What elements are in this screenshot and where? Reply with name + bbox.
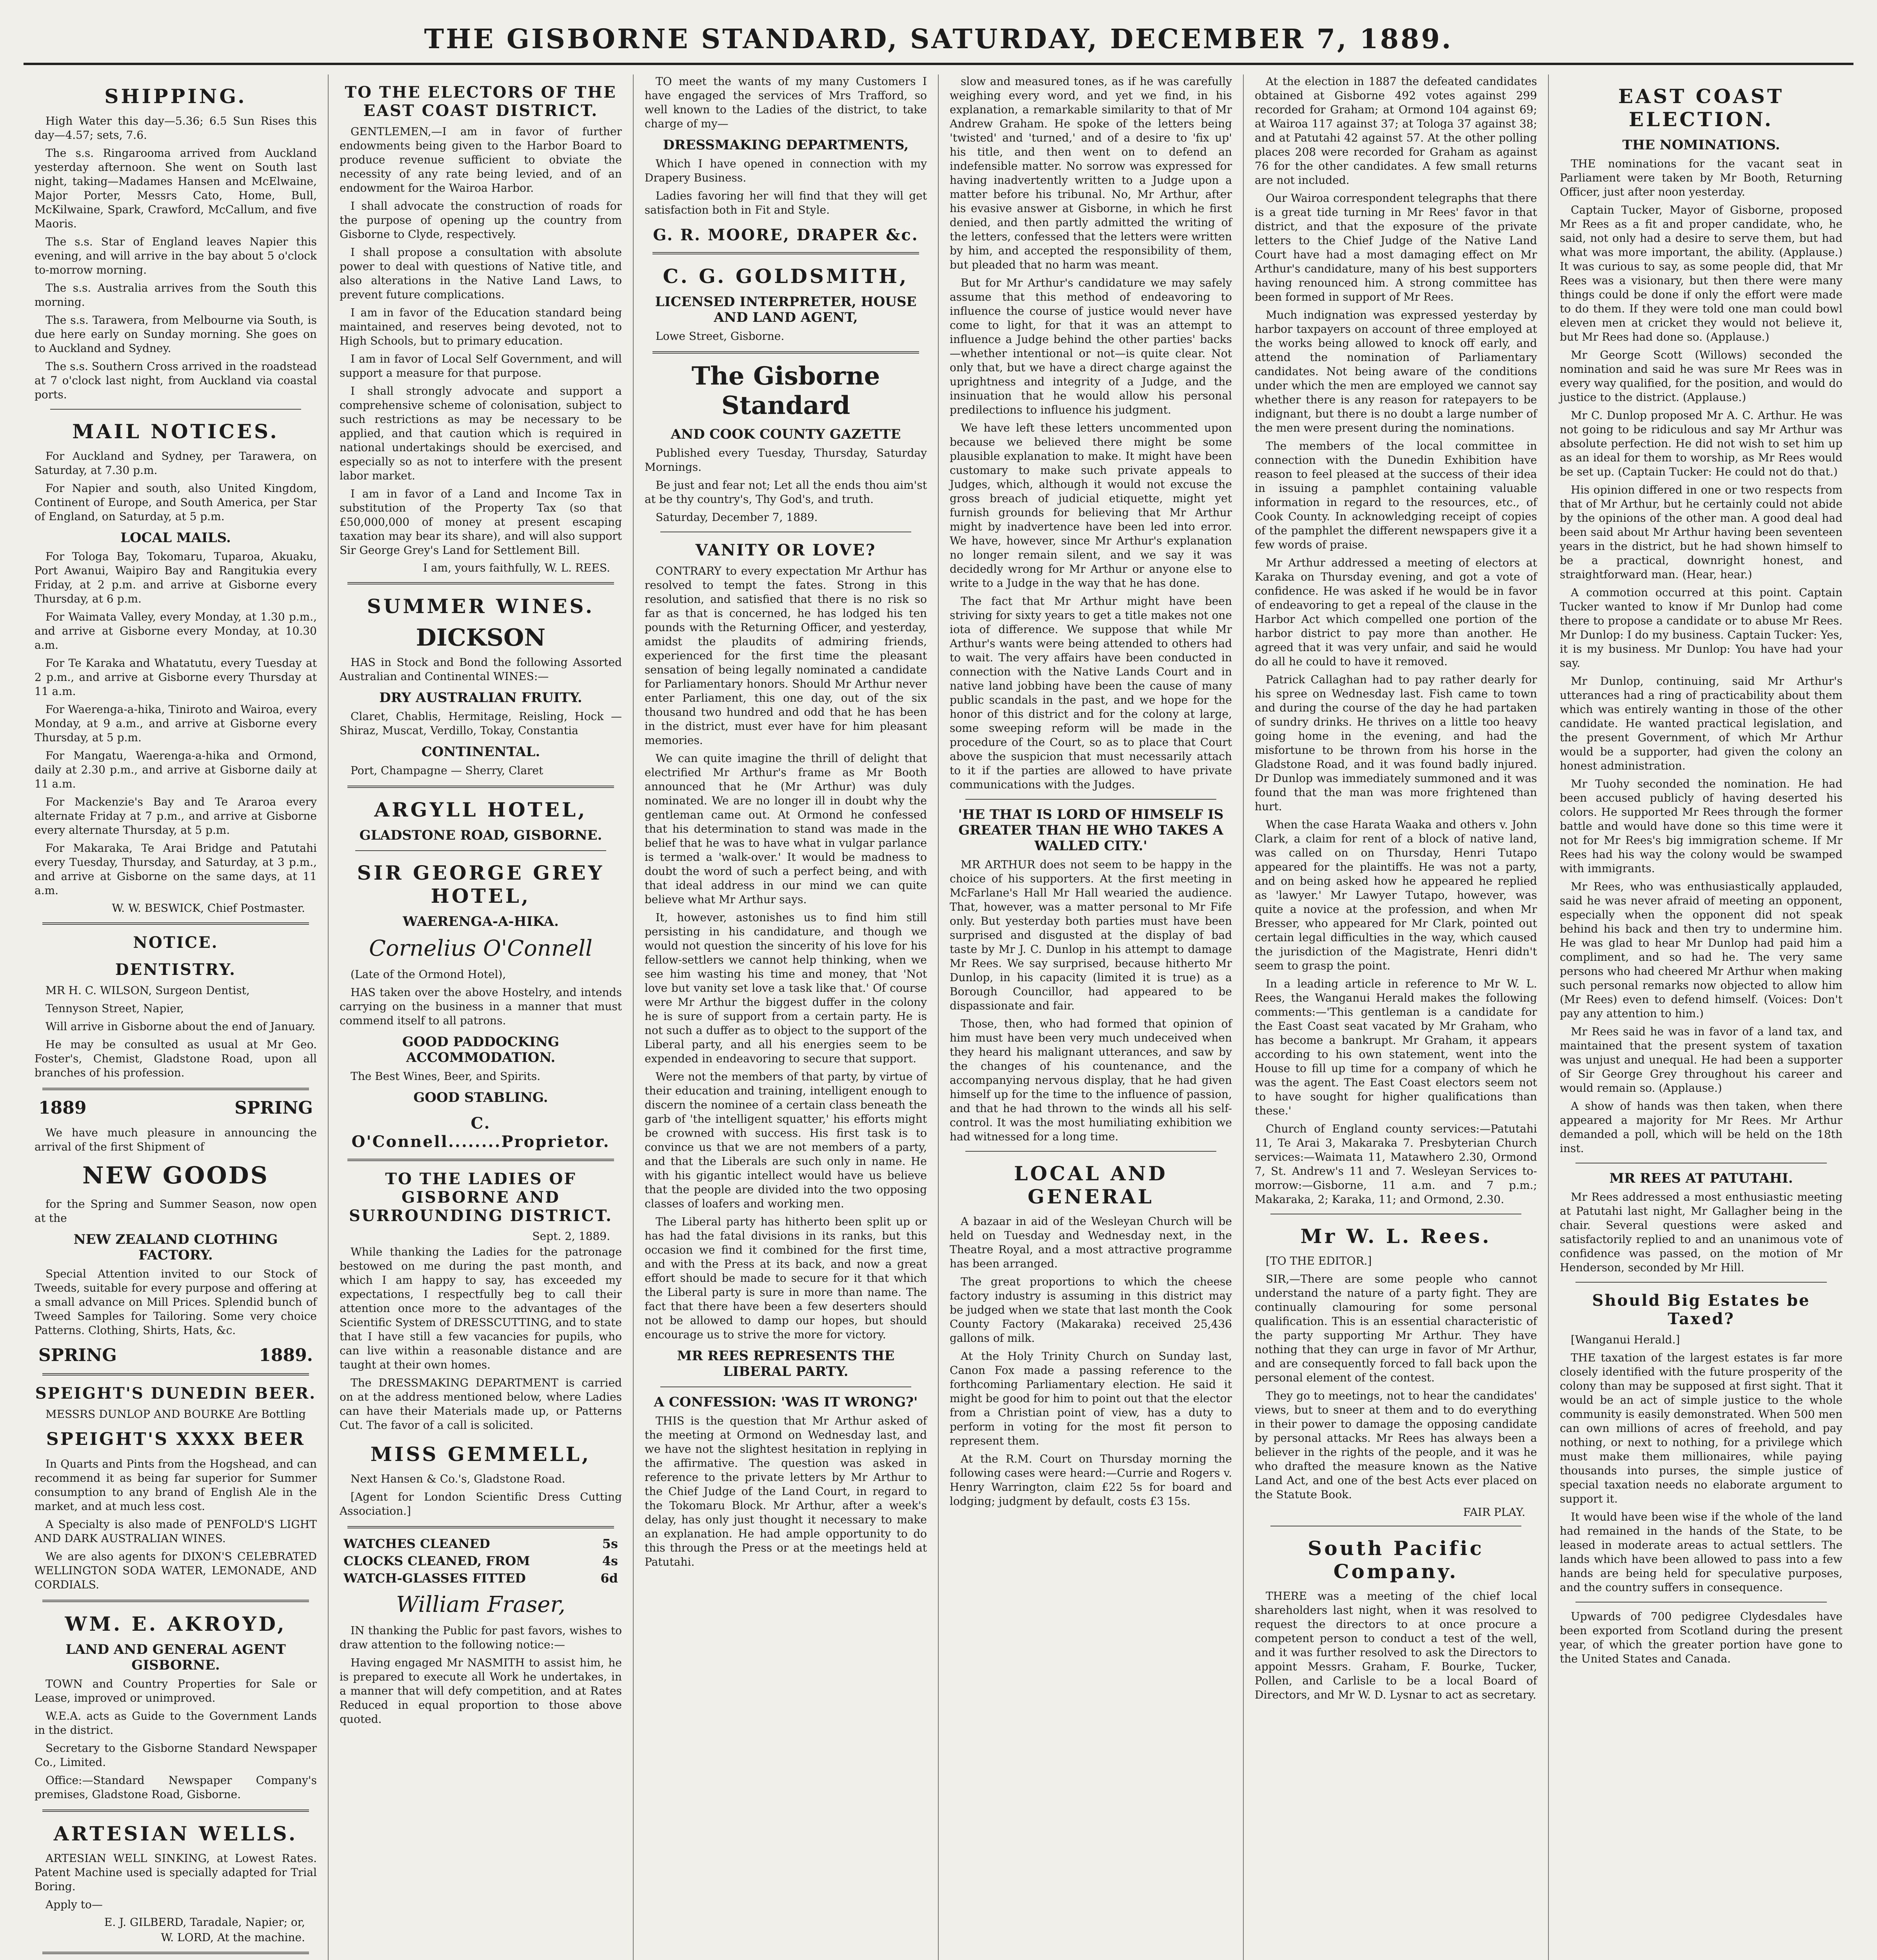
- shipping-para: The s.s. Ringarooma arrived from Auckland yesterday afternoon. She went on South last night, taking—Madames Hansen and McElwaine, Major Porter, Messrs Cato, Home, Bull, McKilwaine, Spark, Crawford, McCallum, and five Maoris.: [35, 147, 317, 230]
- local-para: At the Holy Trinity Church on Sunday last, Canon Fox made a passing reference to the forthcoming Parliamentary election. He said it might be good for him to point out that the elector from a Christian point of view, has a duty to perform in voting for the most fit person to represent them.: [950, 1350, 1232, 1447]
- fraser-para: IN thanking the Public for past favors, wishes to draw attention to the following notice:—: [340, 1624, 622, 1651]
- paper-nameplate: The Gisborne Standard: [691, 361, 880, 420]
- ladies-para: While thanking the Ladies for the patronage bestowed on me during the past month, and which I am happy to say, has exceeded my expectations, I respectfully beg to call their attention once more to the advantages of the Scientific System of DRESSCUTTING, and to state that I have still a few vacancies for pupils, who can live within a reasonable distance and are taught at their own homes.: [340, 1245, 622, 1371]
- argyll-sub: GLADSTONE ROAD, GISBORNE.: [359, 828, 602, 843]
- nominations-heading: THE NOMINATIONS.: [1622, 137, 1780, 153]
- divider: [347, 1526, 614, 1528]
- divider: [50, 409, 301, 410]
- akroyd-para: Secretary to the Gisborne Standard Newspaper Co., Limited.: [35, 1742, 317, 1769]
- electors-para: GENTLEMEN,—I am in favor of further endowments being given to the Harbor Board to produce revenue sufficient to obviate the necessity of any rate being levied, and of an endowment for the Wairoa Harbor.: [340, 125, 622, 194]
- trafford-para: Which I have opened in connection with my Drapery Business.: [645, 157, 927, 184]
- akroyd-para: TOWN and Country Properties for Sale or Lease, improved or unimproved.: [35, 1677, 317, 1704]
- price-value: 5s: [602, 1536, 618, 1551]
- pacific-heading: South Pacific Company.: [1308, 1537, 1484, 1583]
- election-para: Mr Rees, who was enthusiastically applauded, said he was never afraid of meeting an opponent, especially when the opponent did not speak behind his back and then try to undermine him. He was glad to hear Mr Dunlop had paid him a compliment, and so had he. The very same persons who had cheered Mr Arthur when making such personal remarks now objected to allow him (Mr Rees) even to defend himself. (Voices: Don't pay any attention to him.): [1560, 880, 1842, 1020]
- estates-para: Upwards of 700 pedigree Clydesdales have been exported from Scotland during the present year, of which the greater portion have gone to the United States and Canada.: [1560, 1610, 1842, 1665]
- dickson-fruity-heading: DRY AUSTRALIAN FRUITY.: [379, 690, 582, 706]
- electors-para: I am in favor of a Land and Income Tax in substitution of the Property Tax (so that £50,000,000 of money at present escaping taxation may bear its share), and will also support Sir George Grey's Land for Settlement Bill.: [340, 487, 622, 557]
- spring-para: We have much pleasure in announcing the arrival of the first Shipment of: [35, 1126, 317, 1153]
- gemmell-sub: Next Hansen & Co.'s, Gladstone Road.: [351, 1472, 565, 1485]
- dickson-para: HAS in Stock and Bond the following Assorted Australian and Continental WINES:—: [340, 656, 622, 683]
- price-value: 6d: [600, 1571, 618, 1586]
- dentist-para: Will arrive in Gisborne about the end of January.: [45, 1020, 316, 1033]
- local-para: At the R.M. Court on Thursday morning the following cases were heard:—Currie and Rogers v. Henry Warrington, claim £22 5s for board and lodging; judgment by default, costs £3 15s.: [950, 1452, 1232, 1508]
- local-para: When the case Harata Waaka and others v. John Clark, a claim for rent of a block of native land, was called on on Thursday, Henri Tutapo appeared for the plaintiffs. He was not a party, and on being asked how he appeared he replied as 'lawyer.' Mr Lawyer Tutapo, however, was quite a novice at the profession, and when Mr Bresser, who appeared for Mr Clark, pointed out certain legal difficulties in the way, which caused the jurisdiction of the Magistrate, Henri didn't seem to grasp the point.: [1255, 818, 1537, 972]
- article-para: The fact that Mr Arthur might have been striving for sixty years to get a title makes not one iota of difference. We suppose that while Mr Arthur's wants were being attended to others had to wait. The very affairs have been conducted in connection with the Native Lands Court and in native land jobbing have been the cause of many public scandals in the past, and we hope for the honor of this district and for the colony at large, some sweeping reform will be made in the procedure of the Court, so as to place that Court above the suspicion that must necessarily attach to it if the parties are allowed to have private communications with the Judges.: [950, 595, 1232, 791]
- paper-published: Published every Tuesday, Thursday, Saturday Mornings.: [645, 446, 927, 474]
- election-para: Mr C. Dunlop proposed Mr A. C. Arthur. He was not going to be ridiculous and say Mr Arthur was absolute perfection. He did not wish to set him up as an ideal for them to worship, as Mr Rees would be set up. (Captain Tucker: He could not do that.): [1560, 409, 1842, 478]
- column-4: [939, 74, 1244, 1960]
- ladies-heading: TO THE LADIES OF GISBORNE AND SURROUNDING DISTRICT.: [349, 1170, 612, 1225]
- shipping-para: The s.s. Star of England leaves Napier this evening, and will arrive in the bay about 5 o'clock to-morrow morning.: [35, 235, 317, 276]
- election-para: Mr Dunlop, continuing, said Mr Arthur's utterances had a ring of practicability about them which was entirely wanting in those of the other candidate. He wanted practical legislation, and the present Government, of which Mr Arthur would be a supporter, had given the colony an honest administration.: [1560, 675, 1842, 772]
- dickson-wine-list: Port, Champagne — Sherry, Claret: [351, 764, 543, 777]
- clothing-factory-heading: NEW ZEALAND CLOTHING FACTORY.: [73, 1232, 278, 1263]
- mail-local-heading: LOCAL MAILS.: [120, 530, 231, 546]
- divider: [42, 922, 309, 925]
- price-row: [343, 1571, 618, 1586]
- lord-heading: 'HE THAT IS LORD OF HIMSELF IS GREATER THAN HE WHO TAKES A WALLED CITY.': [958, 807, 1224, 854]
- dentist-para: He may be consulted as usual at Mr Geo. Foster's, Chemist, Gladstone Road, upon all branches of his profession.: [35, 1038, 317, 1079]
- argyll-heading: ARGYLL HOTEL,: [374, 798, 587, 821]
- paper-date: Saturday, December 7, 1889.: [656, 511, 818, 524]
- goldsmith-sub: LICENSED INTERPRETER, HOUSE AND LAND AGENT,: [655, 294, 917, 325]
- oconnell-para: HAS taken over the above Hostelry, and intends carrying on the business in a manner that must commend itself to all patrons.: [340, 986, 622, 1027]
- masthead: [24, 16, 1853, 65]
- estates-source: [Wanganui Herald.]: [1571, 1333, 1680, 1346]
- shipping-heading: SHIPPING.: [104, 85, 247, 108]
- goldsmith-address: Lowe Street, Gisborne.: [656, 330, 785, 343]
- rees-letter-signature: FAIR PLAY.: [1463, 1506, 1525, 1519]
- trafford-heading: DRESSMAKING DEPARTMENTS,: [663, 137, 909, 153]
- dickson-continental-heading: CONTINENTAL.: [421, 744, 540, 760]
- dentistry-heading: DENTISTRY.: [115, 960, 236, 979]
- price-row: [343, 1536, 618, 1551]
- mail-para: For Waimata Valley, every Monday, at 1.30 p.m., and arrive at Gisborne every Monday, at 10.30 a.m.: [35, 610, 317, 652]
- mail-para: For Makaraka, Te Arai Bridge and Patutahi every Tuesday, Thursday, and Saturday, at 3 p.m., and arrive at Gisborne on the same days, at 11 a.m.: [35, 842, 317, 897]
- trafford-para: TO meet the wants of my many Customers I have engaged the services of Mrs Trafford, so well known to the Ladies of the district, to take charge of my—: [645, 75, 927, 130]
- column-6: [1549, 74, 1853, 1960]
- column-3: [634, 74, 939, 1960]
- shipping-para: The s.s. Tarawera, from Melbourne via South, is due here early on Sunday morning. She goes on to Auckland and Sydney.: [35, 314, 317, 355]
- divider: [42, 1373, 309, 1376]
- divider: [347, 786, 614, 788]
- spring-banner-bottom: [38, 1345, 313, 1365]
- shipping-para: The s.s. Southern Cross arrived in the roadstead at 7 o'clock last night, from Auckland via coastal ports.: [35, 360, 317, 401]
- electors-para: I am in favor of Local Self Government, and will support a measure for that purpose.: [340, 352, 622, 379]
- estates-para: THE taxation of the largest estates is far more closely identified with the future prosperity of the colony than may be supposed at first sight. That it would be an act of simple justice to the whole community is easily demonstrated. When 500 men can own millions of acres of freehold, and pay nothing, or next to nothing, for a privilege which must make them millionaires, while paying thousands into purses, the simple justice of special taxation needs no elaborate argument to support it.: [1560, 1351, 1842, 1505]
- confession-para: THIS is the question that Mr Arthur asked of the meeting at Ormond on Wednesday last, and we have not the slightest hesitation in replying in the affirmative. The question was asked in reference to the private letters by Mr Arthur to the Chief Judge of the Land Court, in regard to the Tokomaru Block. Mr Arthur, after a week's delay, has only just thought it necessary to make an explanation. He had ample opportunity to do this through the Press or at the meetings held at Patutahi.: [645, 1414, 927, 1568]
- ladies-date: Sept. 2, 1889.: [532, 1230, 610, 1243]
- vanity-para: Were not the members of that party, by virtue of their education and training, intelligent enough to discern the nominee of a certain class beneath the garb of 'the intelligent squatter,' his efforts might be crowned with success. His first task is to convince us that we are not members of a party, and that the Liberals are such only in name. He with his gigantic intellect would have us believe that the people are divided into the two opposing classes of loafers and working men.: [645, 1070, 927, 1210]
- vanity-heading: VANITY OR LOVE?: [695, 541, 876, 559]
- election-para: A show of hands was then taken, when there appeared a majority for Mr Rees. Mr Arthur demanded a poll, which will be held on the 18th inst.: [1560, 1100, 1842, 1155]
- artesian-para: Apply to—: [45, 1898, 103, 1911]
- ladies-para: The DRESSMAKING DEPARTMENT is carried on at the address mentioned below, where Ladies can have their Materials made up, or Patterns Cut. The favor of a call is solicited.: [340, 1376, 622, 1432]
- divider: [347, 1159, 614, 1161]
- church-services: Church of England county services:—Patutahi 11, Te Arai 3, Makaraka 7. Presbyterian Church services:—Waimata 11, Matawhero 2.30, Ormond 7, St. Andrew's 11 and 7. Wesleyan Services to-morrow:—Gisborne, 11 a.m. and 7 p.m.; Makaraka, 2; Karaka, 11; and Ormond, 2.30.: [1255, 1122, 1537, 1206]
- local-para: A bazaar in aid of the Wesleyan Church will be held on Tuesday and Wednesday next, in the Theatre Royal, and a most attractive programme has been arranged.: [950, 1215, 1232, 1270]
- artesian-heading: ARTESIAN WELLS.: [53, 1822, 298, 1845]
- lord-para: Those, then, who had formed that opinion of him must have been very much undeceived when they heard his malignant utterances, and saw by the changes of his countenance, and the accompanying nervous display, that he had given himself up for the time to the influence of passion, and that he had thrown to the winds all his self-control. It was the most humiliating exhibition we had witnessed for a long time.: [950, 1017, 1232, 1143]
- oconnell-name: Cornelius O'Connell: [369, 936, 592, 961]
- column-2: [329, 74, 634, 1960]
- divider: [42, 1600, 309, 1602]
- election-para: His opinion differed in one or two respects from that of Mr Arthur, but he certainly could not abide by the opinions of the other man. A good deal had been said about Mr Arthur having been seventeen years in the district, but he had shown himself to be a practical, downright honest, and straightforward man. (Hear, hear.): [1560, 483, 1842, 581]
- local-para: The great proportions to which the cheese factory industry is assuming in this district may be judged when we state that last month the Cook County Factory (Makaraka) received 25,436 gallons of milk.: [950, 1275, 1232, 1345]
- mail-para: For Te Karaka and Whatatutu, every Tuesday at 2 p.m., and arrive at Gisborne every Thursday at 11 a.m.: [35, 657, 317, 698]
- fraser-name: William Fraser,: [396, 1592, 565, 1617]
- article-para: But for Mr Arthur's candidature we may safely assume that this method of endeavoring to influence the course of justice would never have come to light, for that it was an attempt to influence a Judge behind the other parties' backs—whether intentional or not—is quite clear. Not only that, but we have a direct charge against the uprightness and integrity of a Judge, and the insinuation that he would allow his personal predilections to influence his judgment.: [950, 276, 1232, 416]
- new-goods-heading: NEW GOODS: [82, 1162, 269, 1189]
- electors-para: I shall advocate the construction of roads for the purpose of opening up the country from Gisborne to Clyde, respectively.: [340, 200, 622, 241]
- paper-motto: Be just and fear not; Let all the ends thou aim'st at be thy country's, Thy God's, and truth.: [645, 479, 927, 506]
- election-para: A commotion occurred at this point. Captain Tucker wanted to know if Mr Dunlop had come there to propose a candidate or to abuse Mr Rees. Mr Dunlop: I do my business. Captain Tucker: Yes, it is my business. Mr Dunlop: You have had your say.: [1560, 586, 1842, 670]
- local-general-heading: LOCAL AND GENERAL: [1014, 1162, 1168, 1208]
- divider: [965, 799, 1216, 800]
- akroyd-heading: WM. E. AKROYD,: [65, 1612, 287, 1635]
- vanity-para: The Liberal party has hitherto been split up or has had the fatal divisions in its ranks, but this occasion we find it combined for the first time, and with the Press at its back, and now a great effort should be made to secure for it that which the Liberal party is sure in more than name. The fact that there have been a few deserters should not be allowed to damp our hopes, but should encourage us to strive the more for victory.: [645, 1215, 927, 1341]
- electors-para: I shall strongly advocate and support a comprehensive scheme of colonisation, subject to such restrictions as may be necessary to be applied, and that caution which is required in national undertakings should be exercised, and especially so as not to interfere with the present labor market.: [340, 385, 622, 482]
- divider: [347, 582, 614, 584]
- local-para: At the election in 1887 the defeated candidates obtained at Gisborne 492 votes against 299 recorded for Graham; at Ormond 104 against 69; at Wairoa 117 against 37; at Tologa 37 against 38; and at Patutahi 42 against 57. At the other polling places 208 were recorded for Graham as against 76 for the other candidates. A few small returns are not included.: [1255, 75, 1537, 187]
- oconnell-sub: (Late of the Ormond Hotel),: [351, 968, 506, 981]
- election-para: Mr George Scott (Willows) seconded the nomination and said he was sure Mr Rees was in every way qualified, for the position, and would do justice to the district. (Applause.): [1560, 348, 1842, 404]
- mail-para: For Auckland and Sydney, per Tarawera, on Saturday, at 7.30 p.m.: [35, 450, 317, 477]
- spring-year: 1889.: [259, 1345, 313, 1365]
- mail-signature: W. W. BESWICK, Chief Postmaster.: [112, 902, 305, 915]
- masthead-title: THE GISBORNE STANDARD, SATURDAY, DECEMBER 7, 1889.: [424, 24, 1453, 55]
- oconnell-stabling: GOOD STABLING.: [413, 1090, 548, 1105]
- price-label: WATCHES CLEANED: [343, 1536, 490, 1551]
- election-para: Mr Tuohy seconded the nomination. He had been accused publicly of having deserted his colors. He supported Mr Rees through the former battle and would have done so this time were it not for Mr Rees's big immigration scheme. If Mr Rees had his way the colony would be swamped with immigrants.: [1560, 777, 1842, 875]
- electors-heading: TO THE ELECTORS OF THE EAST COAST DISTRICT.: [345, 83, 617, 120]
- artesian-signature: W. LORD, At the machine.: [161, 1931, 305, 1944]
- local-para: Mr Arthur addressed a meeting of electors at Karaka on Thursday evening, and got a vote of confidence. He was asked if he would be in favor of endeavoring to get a repeal of the clause in the Harbor Act which compelled one portion of the harbor district to pay more than another. He agreed that it was very unfair, and said he would do all he could to have it removed.: [1255, 556, 1537, 668]
- artesian-para: ARTESIAN WELL SINKING, at Lowest Rates. Patent Machine used is specially adapted for Trial Boring.: [35, 1852, 317, 1893]
- spring-banner: [38, 1098, 313, 1118]
- grey-hotel-heading: SIR GEORGE GREY HOTEL,: [357, 861, 605, 907]
- price-row: [343, 1553, 618, 1568]
- dickson-name: DICKSON: [416, 624, 546, 652]
- beer-para: A Specialty is also made of PENFOLD'S LIGHT AND DARK AUSTRALIAN WINES.: [35, 1518, 317, 1545]
- notice-heading: NOTICE.: [133, 933, 218, 952]
- dentist-name: MR H. C. WILSON, Surgeon Dentist,: [45, 984, 250, 997]
- divider: [965, 1151, 1216, 1152]
- price-value: 4s: [602, 1553, 618, 1568]
- grey-hotel-sub: WAERENGA-A-HIKA.: [403, 914, 559, 929]
- spring-year: 1889: [38, 1098, 87, 1118]
- article-para: We have left these letters uncommented upon because we believed there might be some plausible explanation to make. It might have been customary to make such private appeals to Judges, which, although it would not excuse the gross breach of judicial etiquette, might yet furnish grounds for believing that Mr Arthur might by inadvertence have been led into error. We have, however, since Mr Arthur's explanation no longer remain silent, and we say it was decidedly wrong for Mr Arthur or anyone else to write to a Judge in the way that he has done.: [950, 421, 1232, 590]
- election-para: Captain Tucker, Mayor of Gisborne, proposed Mr Rees as a fit and proper candidate, who, he said, not only had a desire to serve them, but had what was more important, the ability. (Applause.) It was curious to say, as some people did, that Mr Rees was a visionary, but then there were many things could be done if only the effort were made to do them. If they were told one man could bowl eleven men at cricket they would not believe it, but Mr Rees had done so. (Applause.): [1560, 203, 1842, 343]
- mail-para: For Mackenzie's Bay and Te Araroa every alternate Friday at 7 p.m., and arrive at Gisborne every alternate Thursday, at 5 p.m.: [35, 795, 317, 837]
- oconnell-paddocking: GOOD PADDOCKING ACCOMMODATION.: [402, 1034, 560, 1065]
- mail-para: For Mangatu, Waerenga-a-hika and Ormond, daily at 2.30 p.m., and arrive at Gisborne daily at 11 a.m.: [35, 749, 317, 790]
- local-para: The members of the local committee in connection with the Dunedin Exhibition have reason to feel pleased at the success of their idea in issuing a pamphlet containing valuable information in regard to the resources, etc., of Cook County. In acknowledging receipt of copies of the pamphlet the different newspapers give it a few words of praise.: [1255, 439, 1537, 551]
- patutahi-heading: MR REES AT PATUTAHI.: [1609, 1171, 1793, 1186]
- vanity-para: We can quite imagine the thrill of delight that electrified Mr Arthur's frame as Mr Booth announced that he (Mr Arthur) was duly nominated. We are no longer ill in doubt why the gentleman came out. At Ormond he confessed that his determination to stand was made in the belief that he was to have what in vulgar parlance is termed a 'walk-over.' It would be madness to doubt the word of such a perfect being, and with that ideal address in our mind we can quite believe what Mr Arthur says.: [645, 752, 927, 906]
- mail-heading: MAIL NOTICES.: [72, 420, 279, 443]
- spring-word: SPRING: [234, 1098, 313, 1118]
- rees-letter-para: SIR,—There are some people who cannot understand the nature of a party fight. They are continually clamouring for some personal qualification. This is an essential characteristic of the party supporting Mr Arthur. They have nothing that they can urge in favor of Mr Arthur, and are consequently forced to fall back upon the personal element of the contest.: [1255, 1272, 1537, 1384]
- oconnell-para: The Best Wines, Beer, and Spirits.: [351, 1070, 541, 1083]
- column-5: [1244, 74, 1549, 1960]
- spring-para: Special Attention invited to our Stock of Tweeds, suitable for every purpose and offering at a small advance on Mill Prices. Splendid bunch of Tweed Samples for Tailoring. Some very choice Patterns. Clothing, Shirts, Hats, &c.: [35, 1267, 317, 1337]
- local-para: Our Wairoa correspondent telegraphs that there is a great tide turning in Mr Rees' favor in that district, and that the exposure of the private letters to the Chief Judge of the Native Land Court have had a most damaging effect on Mr Arthur's candidature, many of his best supporters having renounced him. A strong committee has been formed in support of Mr Rees.: [1255, 192, 1537, 303]
- oconnell-proprietor: C. O'Connell........Proprietor.: [351, 1114, 610, 1151]
- divider: [1575, 1282, 1827, 1283]
- patutahi-para: Mr Rees addressed a most enthusiastic meeting at Patutahi last night, Mr Gallagher being in the chair. Several questions were asked and satisfactorily replied to and an unanimous vote of confidence was passed, on the motion of Mr Henderson, seconded by Mr Hill.: [1560, 1191, 1842, 1274]
- election-para: Mr Rees said he was in favor of a land tax, and maintained that the present system of taxation was unjust and unequal. He had been a supporter of Sir George Grey throughout his career and would remain so. (Applause.): [1560, 1025, 1842, 1094]
- divider: [42, 1088, 309, 1090]
- divider: [355, 850, 606, 851]
- article-para: slow and measured tones, as if he was carefully weighing every word, and yet we find, in his explanation, a remarkable similarity to that of Mr Andrew Graham. He spoke of the letters being 'twisted' and 'turned,' and of a desire to 'fix up' his title, and then went on to defend an indefensible matter. No sorrow was expressed for having inadvertently written to a Judge upon a matter before his tribunal. No, Mr Arthur, after his evasive answer at Gisborne, in which he first denied, and then partly admitted the writing of the letters, confessed that the letters were written by him, and accepted the responsibility of them, but pleaded that no harm was meant.: [950, 75, 1232, 271]
- local-para: Patrick Callaghan had to pay rather dearly for his spree on Wednesday last. Fish came to town and during the course of the day he had partaken of sundry drinks. He thrives on a little too heavy going home in the evening, and had the misfortune to be thrown from his horse in the Gladstone Road, and it was found badly injured. Dr Dunlop was immediately summoned and it was found that the man was more frightened than hurt.: [1255, 673, 1537, 813]
- rees-liberal-heading: MR REES REPRESENTS THE LIBERAL PARTY.: [677, 1348, 895, 1379]
- akroyd-sub: LAND AND GENERAL AGENT GISBORNE.: [65, 1642, 286, 1673]
- goldsmith-heading: C. G. GOLDSMITH,: [663, 265, 909, 288]
- mail-para: For Tologa Bay, Tokomaru, Tuparoa, Akuaku, Port Awanui, Waipiro Bay and Rangitukia every Friday, at 2 p.m. and arrive at Gisborne every Thursday, at 6 p.m.: [35, 550, 317, 605]
- paper-subtitle: AND COOK COUNTY GAZETTE: [670, 426, 901, 442]
- akroyd-para: Office:—Standard Newspaper Company's premises, Gladstone Road, Gisborne.: [35, 1774, 317, 1801]
- dickson-wine-list: Claret, Chablis, Hermitage, Reisling, Hock — Shiraz, Muscat, Verdillo, Tokay, Constantia: [340, 710, 622, 737]
- divider: [652, 252, 919, 254]
- beer-heading: SPEIGHT'S DUNEDIN BEER.: [35, 1384, 316, 1403]
- divider: [652, 351, 919, 354]
- lord-para: MR ARTHUR does not seem to be happy in the choice of his supporters. At the first meeting in McFarlane's Hall Mr Hall wearied the audience. That, however, was a matter personal to Mr Fife only. But yesterday both parties must have been surprised and disgusted at the display of bad taste by Mr J. C. Dunlop in his attempt to damage Mr Rees. We say surprised, because hitherto Mr Dunlop, in his capacity (limited it is true) as a Borough Councillor, had appeared to be dispassionate and fair.: [950, 858, 1232, 1012]
- vanity-para: CONTRARY to every expectation Mr Arthur has resolved to tempt the fates. Strong in this resolution, and satisfied that there is no risk so far as that is concerned, he has lodged his ten pounds with the Returning Officer, and yesterday, amidst the plaudits of admiring friends, experienced for the first time the pleasant sensation of being legally nominated a candidate for Parliamentary honors. Should Mr Arthur never enter Parliament, this one day, out of the six thousand two hundred and odd that he has been in the district, must ever have for him pleasant memories.: [645, 564, 927, 747]
- spring-word: SPRING: [38, 1345, 117, 1365]
- beer-para: We are also agents for DIXON'S CELEBRATED WELLINGTON SODA WATER, LEMONADE, AND CORDIALS.: [35, 1550, 317, 1591]
- estates-heading: Should Big Estates be Taxed?: [1592, 1291, 1810, 1328]
- price-label: CLOCKS CLEANED, FROM: [343, 1553, 530, 1568]
- electors-para: I shall propose a consultation with absolute power to deal with questions of Native title, and also alterations in the Native Land Laws, to prevent future complications.: [340, 246, 622, 301]
- column-1: [24, 74, 329, 1960]
- akroyd-para: W.E.A. acts as Guide to the Government Lands in the district.: [35, 1710, 317, 1737]
- price-label: WATCH-GLASSES FITTED: [343, 1571, 526, 1586]
- trafford-para: Ladies favoring her will find that they will get satisfaction both in Fit and Style.: [645, 189, 927, 216]
- wines-heading: SUMMER WINES.: [367, 595, 595, 618]
- artesian-signature: E. J. GILBERD, Taradale, Napier; or,: [104, 1916, 305, 1929]
- vanity-para: It, however, astonishes us to find him still persisting in his candidature, and though we would not question the sincerity of his love for his fellow-settlers we cannot help thinking, when we see him wasting his time and money, that 'Not love but vanity set love a task like that.' Of course were Mr Arthur the biggest duffer in the colony he is sure of support from a certain party. He is not such a duffer as to object to the support of the Liberal party, and all his energies seem to be expended in endeavoring to secure that support.: [645, 911, 927, 1065]
- shipping-para: The s.s. Australia arrives from the South this morning.: [35, 281, 317, 309]
- beer-big-heading: SPEIGHT'S XXXX BEER: [46, 1429, 305, 1449]
- election-heading: EAST COAST ELECTION.: [1618, 85, 1784, 131]
- gemmell-agent: [Agent for London Scientific Dress Cutting Association.]: [340, 1490, 622, 1517]
- pacific-para: THERE was a meeting of the chief local shareholders last night, when it was resolved to request the directors to at once procure a competent person to conduct a test of the well, and it was further resolved to ask the Directors to appoint Messrs. Graham, F. Bourke, Tucker, Pollen, and Carlisle to be a local Board of Directors, and Mr W. D. Lysnar to act as secretary.: [1255, 1590, 1537, 1701]
- mail-para: For Waerenga-a-hika, Tiniroto and Wairoa, every Monday, at 9 a.m., and arrive at Gisborne every Thursday, at 5 p.m.: [35, 703, 317, 744]
- local-para: In a leading article in reference to Mr W. L. Rees, the Wanganui Herald makes the following comments:—'This gentleman is a candidate for the East Coast seat vacated by Mr Graham, who has become a bankrupt. Mr Graham, it appears according to his own statement, went into the House to fill up time for a company of which he was the agent. The East Coast electors seem not to have sought for higher qualifications than these.': [1255, 977, 1537, 1117]
- mail-para: For Napier and south, also United Kingdom, Continent of Europe, and South America, per Star of England, on Saturday, at 5 p.m.: [35, 482, 317, 523]
- electors-signature: I am, yours faithfully, W. L. REES.: [423, 561, 610, 574]
- beer-sub: MESSRS DUNLOP AND BOURKE Are Bottling: [45, 1408, 306, 1421]
- local-para: Much indignation was expressed yesterday by harbor taxpayers on account of three employed at the works being allowed to knock off early, and attend the nomination of Parliamentary candidates. Not being aware of the conditions under which the men are employed we cannot say whether there is any reason for ratepayers to be indignant, but there is no doubt a large number of the men were present during the nominations.: [1255, 309, 1537, 434]
- beer-para: In Quarts and Pints from the Hogshead, and can recommend it as being far superior for Summer consumption to any brand of English Ale in the market, and at much less cost.: [35, 1457, 317, 1513]
- rees-letter-to: [TO THE EDITOR.]: [1266, 1254, 1372, 1267]
- divider: [42, 1809, 309, 1812]
- estates-para: It would have been wise if the whole of the land had remained in the hands of the State, to be leased in moderate areas to actual settlers. The lands which have been allowed to pass into a few hands are being held for speculative purposes, and the country suffers in consequence.: [1560, 1510, 1842, 1594]
- electors-para: I am in favor of the Education standard being maintained, and reserves being devoted, not to High Schools, but to primary education.: [340, 306, 622, 347]
- dentist-address: Tennyson Street, Napier,: [45, 1002, 184, 1015]
- gemmell-heading: MISS GEMMELL,: [370, 1443, 591, 1466]
- moore-signature: G. R. MOORE, DRAPER &c.: [653, 226, 919, 244]
- confession-heading: A CONFESSION: 'WAS IT WRONG?': [654, 1394, 918, 1410]
- spring-para: for the Spring and Summer Season, now open at the: [35, 1198, 317, 1225]
- fraser-para: Having engaged Mr NASMITH to assist him, he is prepared to execute all Work he undertakes, in a manner that will defy competition, and at Rates Reduced in equal proportion to those above quoted.: [340, 1656, 622, 1726]
- divider: [42, 1952, 309, 1954]
- rees-letter-para: They go to meetings, not to hear the candidates' views, but to sneer at them and to do everything in their power to damage the opposing candidate by personal attacks. Mr Rees has always been a believer in the rights of the people, and it was he who drafted the measure known as the Native Land Act, and one of the best Acts ever placed on the Statute Book.: [1255, 1389, 1537, 1501]
- election-para: THE nominations for the vacant seat in Parliament were taken by Mr Booth, Returning Officer, just after noon yesterday.: [1560, 157, 1842, 198]
- shipping-tides: High Water this day—5.36; 6.5 Sun Rises this day—4.57; sets, 7.6.: [35, 114, 317, 142]
- rees-letter-heading: Mr W. L. Rees.: [1300, 1225, 1492, 1248]
